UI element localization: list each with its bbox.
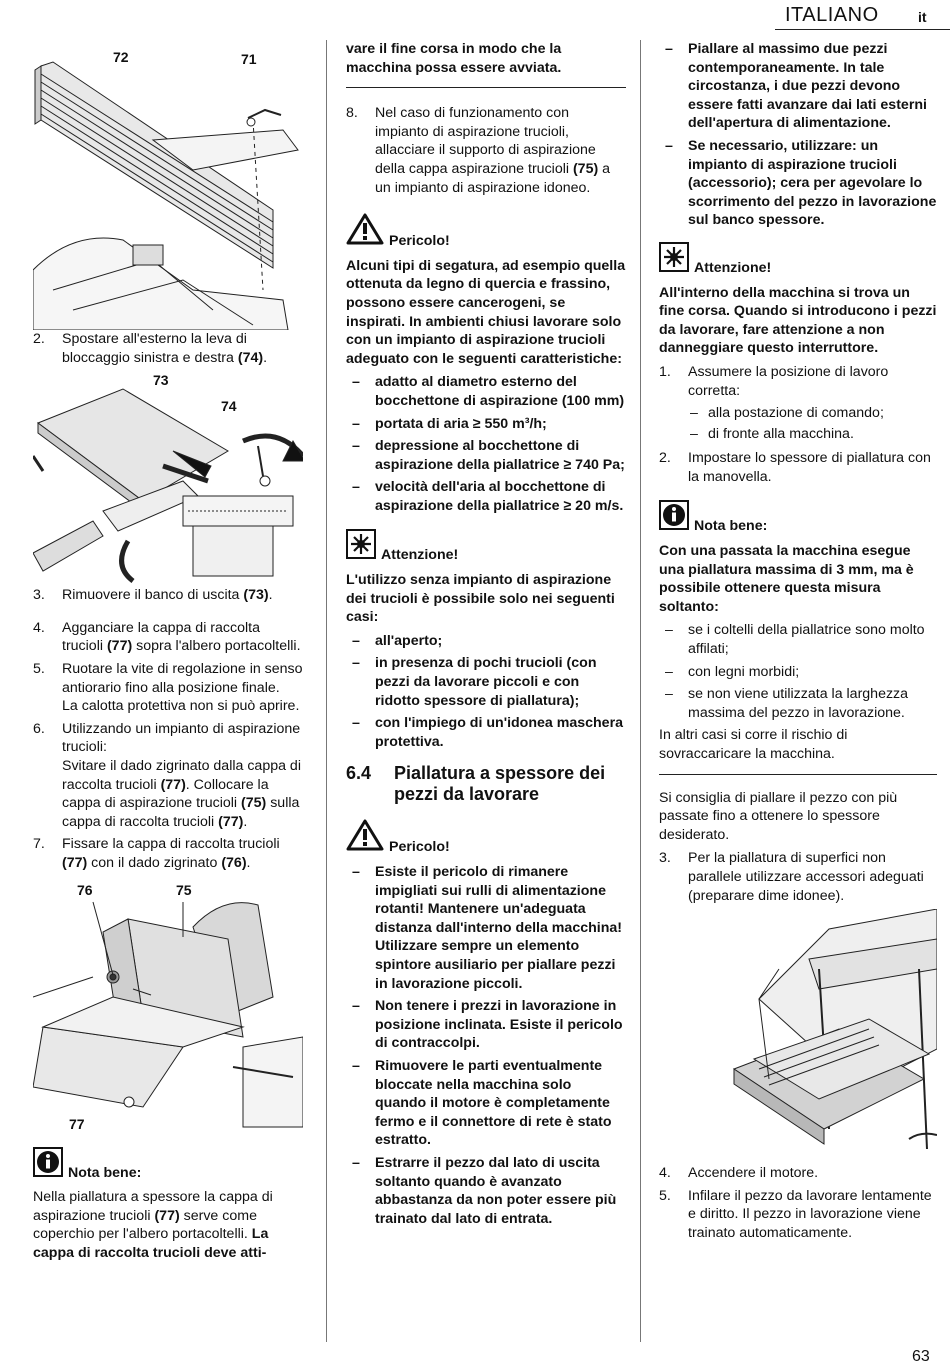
list-item: – in presenza di pochi trucioli (con pezzi da lavorare piccoli e con ridotto spessore di piallatura);	[352, 655, 597, 709]
step-4: 4. Agganciare la cappa di raccolta trucioli (77) sopra l'albero portacoltelli.	[33, 619, 301, 655]
list-item: – con l'impiego di un'idonea maschera protettiva.	[352, 715, 623, 750]
outfeed-table-illustration	[33, 371, 303, 586]
step-7: 7. Fissare la cappa di raccolta trucioli (77) con il dado zigrinato (76).	[33, 836, 280, 871]
callout-72: 72	[113, 49, 129, 65]
header-language: ITALIANO	[785, 4, 879, 26]
planer-feed-illustration	[659, 909, 937, 1164]
list-item: – Rimuovere le parti eventualmente bloccate nella macchina solo quando il motore è completamente fermo e il connettore di rete è stato estratto.	[352, 1057, 612, 1149]
note-heading: Nota bene:	[659, 500, 937, 536]
paragraph: Si consiglia di piallare il pezzo con più passate fino a ottenere lo spessore desiderato.	[659, 789, 898, 843]
step-2: 2. Spostare all'esterno la leva di bloccaggio sinistra e destra (74).	[33, 331, 268, 366]
column-2	[346, 40, 626, 1232]
list-item: – Esiste il pericolo di rimanere impigliati sui rulli di alimentazione rotanti! Mantenere un'adeguata distanza dall'interno della macchina! Utilizzare sempre un elemento spintore ausiliario per piallare pezzi in lavorazione piccoli.	[352, 864, 622, 992]
figure-chip-hood	[33, 877, 303, 1137]
info-icon	[33, 1147, 63, 1183]
note-text: Nella piallatura a spessore la cappa di aspirazione trucioli (77) serve come coperchio per l'albero portacoltelli. La cappa di raccolta trucioli deve atti-	[33, 1189, 273, 1261]
danger-heading: Pericolo!	[346, 819, 626, 857]
step-1: 1. Assumere la posizione di lavoro corretta:	[659, 363, 889, 399]
list-item: – depressione al bocchettone di aspirazione della piallatrice ≥ 740 Pa;	[352, 438, 625, 473]
danger-heading: Pericolo!	[346, 213, 626, 251]
section-rule	[659, 774, 937, 775]
column-divider	[326, 40, 327, 1342]
step-8: 8. Nel caso di funzionamento con impianto di aspirazione trucioli, allacciare il supporto di aspirazione della cappa aspirazione trucioli (75) a un impianto di aspirazione idoneo.	[346, 105, 611, 196]
attention-list	[346, 632, 626, 752]
section-heading: 6.4 Piallatura a spessore dei pezzi da lavorare	[346, 763, 606, 805]
step-2: 2. Impostare lo spessore di piallatura con la manovella.	[659, 450, 931, 485]
figure-planer-feed	[659, 909, 937, 1164]
note-text: Con una passata la macchina esegue una piallatura massima di 3 mm, ma è possibile ottenere questa misura soltanto:	[659, 543, 914, 615]
callout-74: 74	[221, 398, 237, 415]
step-6: 6. Utilizzando un impianto di aspirazione trucioli: Svitare il dado zigrinato dalla cappa di raccolta trucioli (77). Collocare la cappa di aspirazione trucioli (75) sulla cappa di raccolta trucioli (77).	[33, 720, 301, 830]
attention-text: L'utilizzo senza impianto di aspirazione dei trucioli è possibile solo nei seguenti casi:	[346, 572, 615, 626]
step-3: 3. Per la piallatura di superfici non parallele utilizzare accessori adeguati (preparare dime idonee).	[659, 850, 924, 904]
info-icon	[659, 500, 689, 536]
list-item: – all'aperto;	[352, 632, 443, 649]
list-item: – Se necessario, utilizzare: un impianto di aspirazione trucioli (accessorio); cera per agevolare lo scorrimento del pezzo in lavorazione sul banco spessore.	[665, 137, 937, 229]
list-item: – Estrarre il pezzo dal lato di uscita soltanto quando è avanzato abbastanza da non poter essere più trainato dal lato di entrata.	[352, 1154, 617, 1227]
attention-heading: Attenzione!	[659, 242, 937, 278]
column-1	[33, 40, 303, 1267]
attention-heading: Attenzione!	[346, 529, 626, 565]
list-item: – se non viene utilizzata la larghezza massima del pezzo in lavorazione.	[665, 686, 909, 721]
warning-icon	[346, 213, 384, 251]
fence-illustration	[33, 40, 303, 330]
callout-76: 76	[77, 881, 93, 898]
attention-icon	[346, 529, 376, 565]
list-item: – Piallare al massimo due pezzi contemporaneamente. In tale circostanza, i due pezzi devono essere fatti avanzare dai lati esterni dell'apertura di alimentazione.	[665, 41, 927, 132]
step-5: 5. Ruotare la vite di regolazione in senso antiorario fino alla posizione finale. La calotta protettiva non si può aprire.	[33, 660, 303, 715]
list-item: – adatto al diametro esterno del bocchettone di aspirazione (100 mm)	[352, 374, 625, 409]
continued-text: vare il fine corsa in modo che la macchina possa essere avviata.	[346, 41, 562, 76]
sub-item: – alla postazione di comando;	[690, 405, 884, 422]
step-3: 3. Rimuovere il banco di uscita (73).	[33, 587, 273, 604]
note-heading: Nota bene:	[33, 1147, 303, 1183]
step-4: 4. Accendere il motore.	[659, 1165, 819, 1182]
step-5: 5. Infilare il pezzo da lavorare lentamente e diritto. Il pezzo in lavorazione viene trainato automaticamente.	[659, 1187, 932, 1241]
figure-outfeed-table	[33, 371, 303, 586]
header-rule	[775, 29, 950, 30]
attention-text: All'interno della macchina si trova un fine corsa. Quando si introducono i pezzi da lavorare, fare attenzione a non danneggiare questo interruttore.	[659, 284, 937, 357]
header-language-code: it	[918, 9, 927, 25]
list-item: – portata di aria ≥ 550 m³/h;	[352, 415, 547, 432]
column-3	[659, 40, 937, 1247]
attention-icon	[659, 242, 689, 278]
chip-hood-illustration	[33, 877, 303, 1137]
callout-77: 77	[69, 1115, 85, 1132]
list-item: – Non tenere i prezzi in lavorazione in posizione inclinata. Esiste il pericolo di contraccolpi.	[352, 998, 623, 1052]
danger-list	[346, 863, 626, 1228]
column-divider	[640, 40, 641, 1342]
danger-text: Alcuni tipi di segatura, ad esempio quella ottenuta da legno di quercia e frassino, possono essere cancerogeni, se inspirati. In ambienti chiusi lavorare solo con un impianto di aspirazione trucioli adeguato con le seguenti caratteristiche:	[346, 257, 626, 367]
page-number: 63	[912, 1348, 930, 1365]
list-item: – velocità dell'aria al bocchettone di aspirazione della piallatrice ≥ 20 m/s.	[352, 479, 624, 514]
danger-list	[346, 373, 626, 515]
list-item: – se i coltelli della piallatrice sono molto affilati;	[665, 622, 925, 658]
callout-71: 71	[241, 51, 257, 67]
list-item: – con legni morbidi;	[665, 663, 800, 680]
figure-fence	[33, 40, 303, 330]
section-rule	[346, 87, 626, 88]
callout-73: 73	[153, 372, 169, 389]
warning-icon	[346, 819, 384, 857]
note-list	[659, 621, 937, 722]
callout-75: 75	[176, 881, 192, 898]
bullet-list	[659, 40, 937, 230]
sub-item: – di fronte alla macchina.	[690, 425, 854, 442]
note-after: In altri casi si corre il rischio di sovraccaricare la macchina.	[659, 727, 848, 762]
